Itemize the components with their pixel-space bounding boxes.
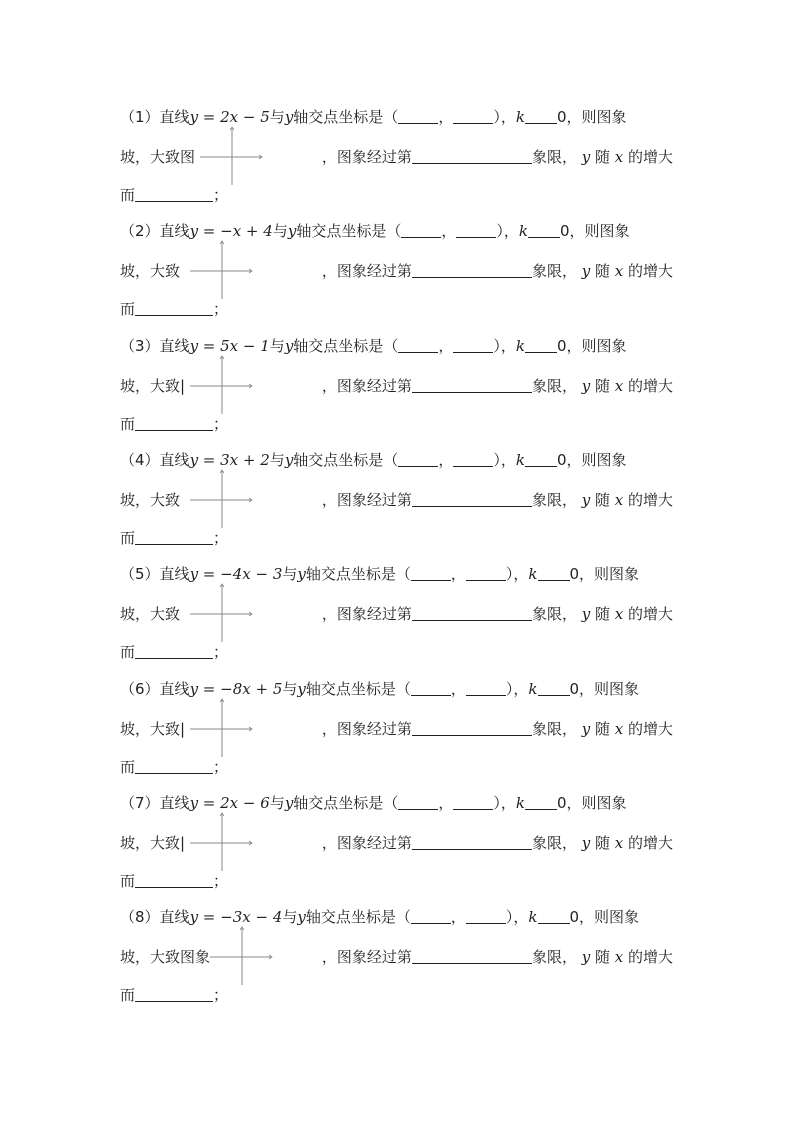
- zero-text: 0，则图象: [569, 908, 640, 926]
- line-word: 直线: [159, 108, 190, 126]
- line-word: 直线: [159, 451, 190, 469]
- graph-prefix: 坡，大致|: [120, 834, 186, 852]
- coord-y-blank[interactable]: [456, 222, 496, 238]
- x-variable: x: [609, 377, 628, 395]
- quadrant-blank[interactable]: [412, 262, 532, 278]
- coordinate-axes: [188, 697, 258, 759]
- k-variable: k: [528, 680, 538, 698]
- close-paren: ），: [493, 451, 516, 469]
- k-variable: k: [515, 337, 525, 355]
- and-text: 而: [120, 186, 136, 204]
- close-paren: ），: [493, 337, 516, 355]
- k-sign-blank[interactable]: [538, 908, 570, 924]
- y-variable: y: [284, 108, 294, 126]
- passes-text: ，图象经过第: [321, 377, 412, 395]
- line-word: 直线: [159, 337, 190, 355]
- trend-line: [120, 414, 228, 434]
- equation: y = −x + 4: [189, 222, 273, 240]
- axes-sketch[interactable]: [188, 354, 258, 416]
- graph-line: [120, 147, 195, 167]
- axes-sketch[interactable]: [198, 125, 268, 187]
- intercept-text: 与: [282, 908, 298, 926]
- coord-x-blank[interactable]: [411, 908, 451, 924]
- quadrant-blank[interactable]: [412, 148, 532, 164]
- quadrant-line: [322, 833, 673, 853]
- x-variable: x: [609, 491, 628, 509]
- semicolon: ；: [213, 643, 229, 661]
- coord-x-blank[interactable]: [398, 108, 438, 124]
- comma: ，: [450, 565, 466, 583]
- zero-text: 0，则图象: [569, 565, 640, 583]
- problem-statement: [120, 793, 626, 813]
- quadrant-blank[interactable]: [412, 605, 532, 621]
- trend-blank[interactable]: [135, 758, 213, 774]
- graph-prefix: 坡，大致: [120, 491, 181, 509]
- axis-text: 轴交点坐标是（: [296, 222, 402, 240]
- k-variable: k: [518, 222, 528, 240]
- problem-5: [0, 564, 794, 664]
- increase-text: 的增大: [627, 491, 673, 509]
- axes-sketch[interactable]: [188, 468, 258, 530]
- comma: ，: [438, 794, 454, 812]
- line-word: 直线: [159, 565, 190, 583]
- y-variable: y: [284, 337, 294, 355]
- increase-text: 的增大: [627, 148, 673, 166]
- trend-line: [120, 757, 228, 777]
- equation: y = 2x − 6: [189, 794, 270, 812]
- intercept-text: 与: [269, 337, 285, 355]
- problem-number: （7）: [120, 794, 160, 812]
- comma: ，: [450, 680, 466, 698]
- coord-x-blank[interactable]: [398, 337, 438, 353]
- and-text: 而: [120, 529, 136, 547]
- coord-x-blank[interactable]: [401, 222, 441, 238]
- equation: y = −3x − 4: [189, 908, 283, 926]
- intercept-text: 与: [282, 680, 298, 698]
- passes-text: ，图象经过第: [321, 491, 412, 509]
- problem-8: [0, 907, 794, 1007]
- semicolon: ；: [213, 872, 229, 890]
- trend-line: [120, 528, 228, 548]
- coordinate-axes: [188, 811, 258, 873]
- graph-prefix: 坡，大致|: [120, 377, 186, 395]
- k-variable: k: [515, 108, 525, 126]
- close-paren: ），: [493, 794, 516, 812]
- quadrant-line: [322, 376, 673, 396]
- k-sign-blank[interactable]: [525, 108, 557, 124]
- quadrant-text: 象限，: [531, 262, 577, 280]
- quadrant-line: [322, 147, 673, 167]
- intercept-text: 与: [269, 451, 285, 469]
- coord-y-blank[interactable]: [453, 108, 493, 124]
- problem-statement: [120, 907, 639, 927]
- graph-prefix: 坡，大致图: [120, 148, 196, 166]
- line-word: 直线: [159, 794, 190, 812]
- coord-x-blank[interactable]: [398, 794, 438, 810]
- semicolon: ；: [213, 758, 229, 776]
- equation: y = −8x + 5: [189, 680, 283, 698]
- coord-y-blank[interactable]: [466, 680, 506, 696]
- y-variable: y: [284, 794, 294, 812]
- y-variable: y: [297, 680, 306, 698]
- zero-text: 0，则图象: [569, 680, 640, 698]
- comma: ，: [438, 337, 454, 355]
- graph-line: [120, 947, 210, 967]
- trend-line: [120, 985, 228, 1005]
- problem-number: （3）: [120, 337, 160, 355]
- comma: ，: [438, 108, 454, 126]
- comma: ，: [438, 451, 454, 469]
- quadrant-text: 象限，: [531, 491, 577, 509]
- axis-text: 轴交点坐标是（: [305, 565, 411, 583]
- k-variable: k: [528, 565, 538, 583]
- quadrant-blank[interactable]: [412, 720, 532, 736]
- graph-prefix: 坡，大致: [120, 605, 181, 623]
- coord-y-blank[interactable]: [453, 337, 493, 353]
- trend-blank[interactable]: [135, 643, 213, 659]
- x-variable: x: [609, 834, 628, 852]
- axes-sketch[interactable]: [188, 582, 258, 644]
- quadrant-line: [322, 947, 673, 967]
- equation: y = −4x − 3: [189, 565, 283, 583]
- passes-text: ，图象经过第: [321, 148, 412, 166]
- x-variable: x: [609, 148, 628, 166]
- passes-text: ，图象经过第: [321, 834, 412, 852]
- graph-prefix: 坡，大致: [120, 262, 181, 280]
- increase-text: 的增大: [627, 834, 673, 852]
- graph-line: [120, 376, 185, 396]
- and-text: 而: [120, 643, 136, 661]
- follow-text: 随: [594, 834, 610, 852]
- and-text: 而: [120, 415, 136, 433]
- y-variable: y: [576, 377, 595, 395]
- coord-y-blank[interactable]: [466, 908, 506, 924]
- semicolon: ；: [213, 986, 229, 1004]
- y-variable: y: [297, 908, 306, 926]
- coord-x-blank[interactable]: [398, 451, 438, 467]
- quadrant-text: 象限，: [531, 948, 577, 966]
- trend-line: [120, 185, 228, 205]
- close-paren: ），: [493, 108, 516, 126]
- y-variable: y: [576, 148, 595, 166]
- problem-statement: [120, 336, 626, 356]
- semicolon: ；: [213, 300, 229, 318]
- y-variable: y: [576, 605, 595, 623]
- increase-text: 的增大: [627, 377, 673, 395]
- x-variable: x: [609, 605, 628, 623]
- y-variable: y: [576, 834, 595, 852]
- x-variable: x: [609, 262, 628, 280]
- problem-number: （6）: [120, 680, 160, 698]
- quadrant-text: 象限，: [531, 720, 577, 738]
- follow-text: 随: [594, 605, 610, 623]
- follow-text: 随: [594, 262, 610, 280]
- problem-statement: [120, 107, 626, 127]
- follow-text: 随: [594, 148, 610, 166]
- y-variable: y: [287, 222, 297, 240]
- increase-text: 的增大: [627, 605, 673, 623]
- k-sign-blank[interactable]: [528, 222, 560, 238]
- graph-line: [120, 490, 180, 510]
- problem-number: （8）: [120, 908, 160, 926]
- intercept-text: 与: [269, 794, 285, 812]
- k-sign-blank[interactable]: [538, 565, 570, 581]
- problem-4: [0, 450, 794, 550]
- quadrant-line: [322, 719, 673, 739]
- passes-text: ，图象经过第: [321, 605, 412, 623]
- problem-number: （1）: [120, 108, 160, 126]
- trend-line: [120, 642, 228, 662]
- y-variable: y: [297, 565, 306, 583]
- trend-line: [120, 299, 228, 319]
- axes-sketch[interactable]: [188, 697, 258, 759]
- line-word: 直线: [159, 222, 190, 240]
- coord-x-blank[interactable]: [411, 680, 451, 696]
- zero-text: 0，则图象: [556, 108, 627, 126]
- axis-text: 轴交点坐标是（: [293, 337, 399, 355]
- quadrant-line: [322, 604, 673, 624]
- k-variable: k: [515, 451, 525, 469]
- coordinate-axes: [188, 582, 258, 644]
- comma: ，: [441, 222, 457, 240]
- problem-statement: [120, 679, 639, 699]
- and-text: 而: [120, 986, 136, 1004]
- coordinate-axes: [198, 125, 268, 187]
- k-variable: k: [515, 794, 525, 812]
- k-sign-blank[interactable]: [538, 680, 570, 696]
- follow-text: 随: [594, 948, 610, 966]
- follow-text: 随: [594, 377, 610, 395]
- equation: y = 3x + 2: [189, 451, 270, 469]
- axes-sketch[interactable]: [188, 811, 258, 873]
- y-variable: y: [576, 948, 595, 966]
- problem-number: （2）: [120, 222, 160, 240]
- axis-text: 轴交点坐标是（: [293, 794, 399, 812]
- line-word: 直线: [159, 680, 190, 698]
- trend-blank[interactable]: [135, 529, 213, 545]
- close-paren: ），: [496, 222, 519, 240]
- graph-prefix: 坡，大致图象: [120, 948, 211, 966]
- graph-line: [120, 833, 185, 853]
- zero-text: 0，则图象: [556, 451, 627, 469]
- follow-text: 随: [594, 491, 610, 509]
- k-sign-blank[interactable]: [525, 337, 557, 353]
- coord-y-blank[interactable]: [453, 451, 493, 467]
- passes-text: ，图象经过第: [321, 720, 412, 738]
- zero-text: 0，则图象: [556, 337, 627, 355]
- coord-y-blank[interactable]: [466, 565, 506, 581]
- axis-text: 轴交点坐标是（: [305, 908, 411, 926]
- graph-line: [120, 719, 185, 739]
- quadrant-line: [322, 261, 673, 281]
- axis-text: 轴交点坐标是（: [293, 108, 399, 126]
- x-variable: x: [609, 948, 628, 966]
- quadrant-text: 象限，: [531, 605, 577, 623]
- problem-3: [0, 336, 794, 436]
- trend-blank[interactable]: [135, 986, 213, 1002]
- intercept-text: 与: [282, 565, 298, 583]
- follow-text: 随: [594, 720, 610, 738]
- trend-blank[interactable]: [135, 186, 213, 202]
- increase-text: 的增大: [627, 262, 673, 280]
- problem-statement: [120, 221, 630, 241]
- quadrant-blank[interactable]: [412, 834, 532, 850]
- increase-text: 的增大: [627, 720, 673, 738]
- comma: ，: [450, 908, 466, 926]
- quadrant-blank[interactable]: [412, 948, 532, 964]
- problem-1: [0, 107, 794, 207]
- coord-y-blank[interactable]: [453, 794, 493, 810]
- graph-line: [120, 604, 180, 624]
- y-variable: y: [576, 262, 595, 280]
- equation: y = 2x − 5: [189, 108, 270, 126]
- graph-prefix: 坡，大致|: [120, 720, 186, 738]
- trend-blank[interactable]: [135, 415, 213, 431]
- semicolon: ；: [213, 186, 229, 204]
- y-variable: y: [284, 451, 294, 469]
- semicolon: ；: [213, 415, 229, 433]
- quadrant-text: 象限，: [531, 377, 577, 395]
- close-paren: ），: [505, 680, 529, 698]
- coordinate-axes: [188, 354, 258, 416]
- quadrant-text: 象限，: [531, 834, 577, 852]
- trend-blank[interactable]: [135, 300, 213, 316]
- passes-text: ，图象经过第: [321, 948, 412, 966]
- zero-text: 0，则图象: [556, 794, 627, 812]
- zero-text: 0，则图象: [559, 222, 630, 240]
- semicolon: ；: [213, 529, 229, 547]
- problem-6: [0, 679, 794, 779]
- k-sign-blank[interactable]: [525, 794, 557, 810]
- axes-sketch[interactable]: [188, 239, 258, 301]
- intercept-text: 与: [269, 108, 285, 126]
- y-variable: y: [576, 491, 595, 509]
- and-text: 而: [120, 758, 136, 776]
- passes-text: ，图象经过第: [321, 262, 412, 280]
- axis-text: 轴交点坐标是（: [293, 451, 399, 469]
- quadrant-blank[interactable]: [412, 377, 532, 393]
- and-text: 而: [120, 300, 136, 318]
- axes-sketch[interactable]: [208, 925, 278, 987]
- graph-line: [120, 261, 180, 281]
- quadrant-text: 象限，: [531, 148, 577, 166]
- problem-7: [0, 793, 794, 893]
- quadrant-blank[interactable]: [412, 491, 532, 507]
- coord-x-blank[interactable]: [411, 565, 451, 581]
- close-paren: ），: [505, 908, 529, 926]
- trend-blank[interactable]: [135, 872, 213, 888]
- trend-line: [120, 871, 228, 891]
- coordinate-axes: [188, 239, 258, 301]
- and-text: 而: [120, 872, 136, 890]
- coordinate-axes: [188, 468, 258, 530]
- problem-2: [0, 221, 794, 321]
- problem-number: （5）: [120, 565, 160, 583]
- intercept-text: 与: [272, 222, 288, 240]
- close-paren: ），: [505, 565, 529, 583]
- x-variable: x: [609, 720, 628, 738]
- problem-statement: [120, 564, 639, 584]
- k-variable: k: [528, 908, 538, 926]
- quadrant-line: [322, 490, 673, 510]
- equation: y = 5x − 1: [189, 337, 270, 355]
- k-sign-blank[interactable]: [525, 451, 557, 467]
- problem-statement: [120, 450, 626, 470]
- coordinate-axes: [208, 925, 278, 987]
- y-variable: y: [576, 720, 595, 738]
- line-word: 直线: [159, 908, 190, 926]
- axis-text: 轴交点坐标是（: [305, 680, 411, 698]
- problem-number: （4）: [120, 451, 160, 469]
- increase-text: 的增大: [627, 948, 673, 966]
